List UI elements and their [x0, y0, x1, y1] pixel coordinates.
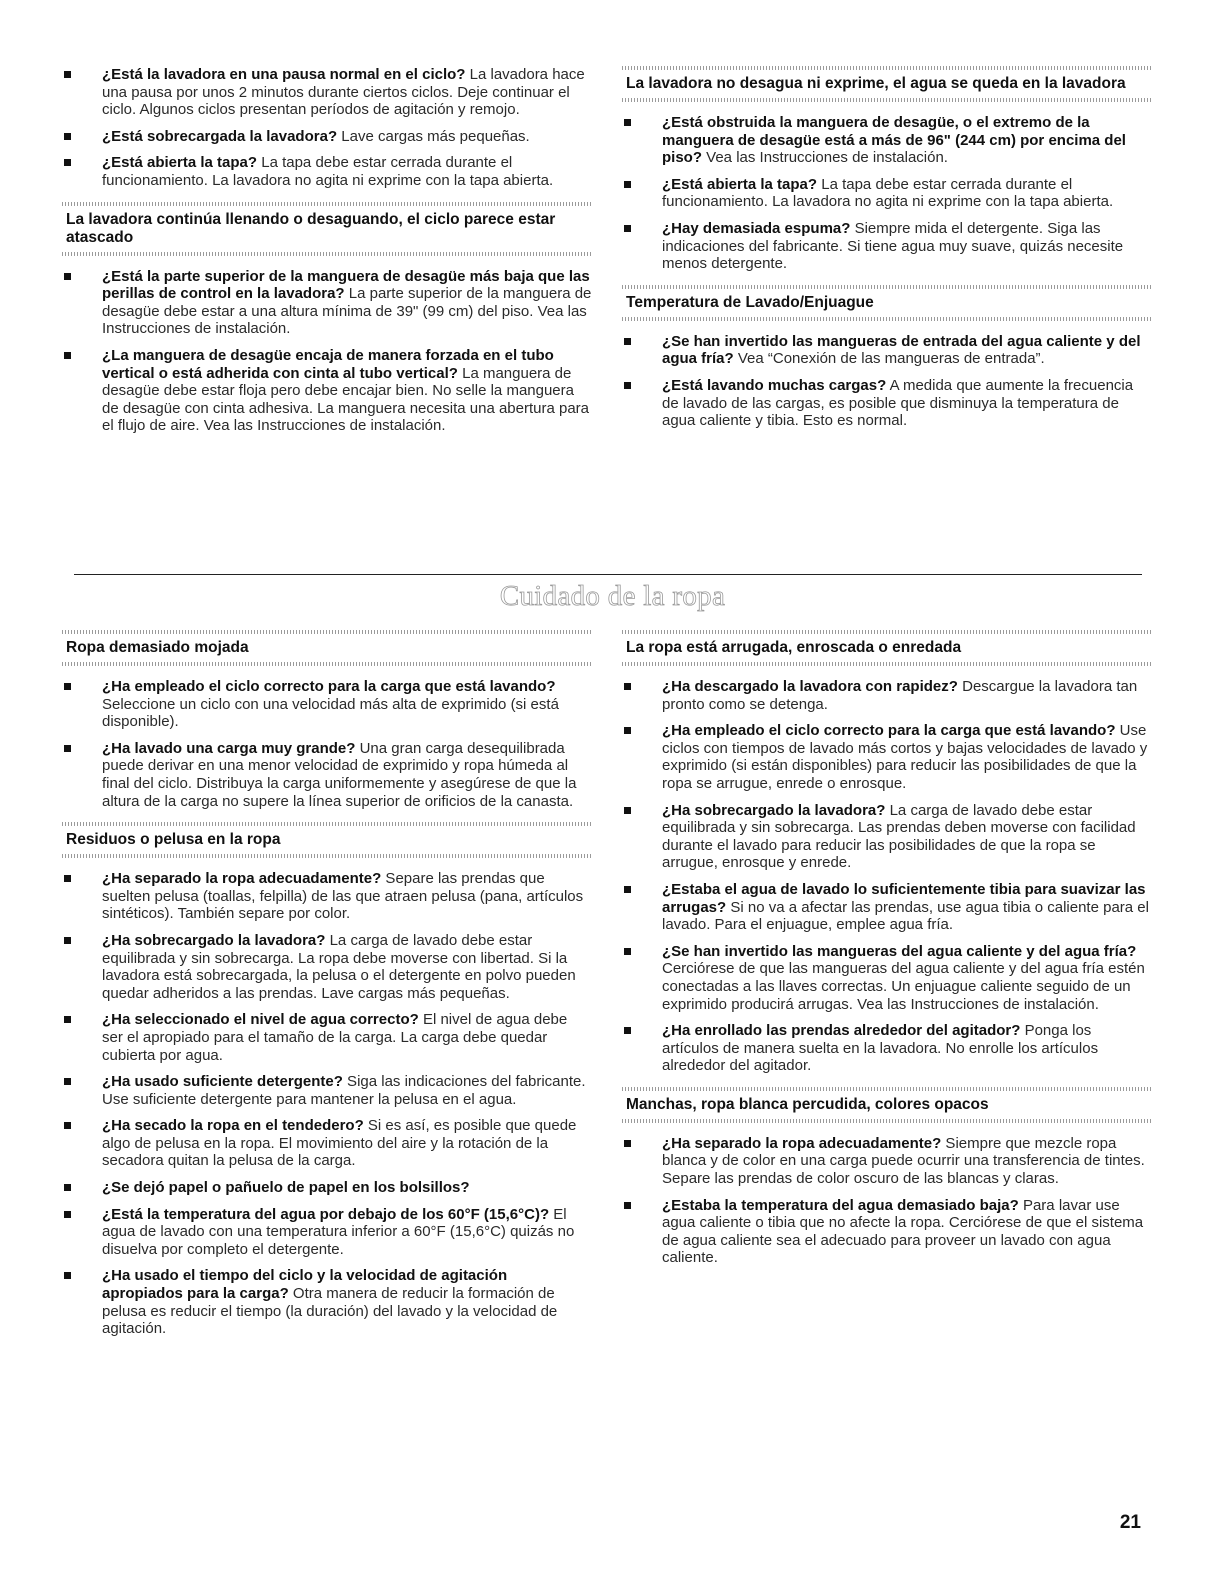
bottom-right-column — [622, 630, 1152, 1279]
answer: Vea las Instrucciones de instalación. — [702, 149, 948, 167]
top-right-column — [622, 66, 1152, 442]
section-header — [622, 66, 1152, 102]
question: ¿Está la temperatura del agua por debajo de los 60°F (15,6°C)? — [102, 1205, 550, 1223]
question: ¿Está abierta la tapa? — [102, 154, 258, 172]
answer: Separe las prendas que suelten pelusa (toallas, felpilla) de las que atraen pelusa (pana, artículos sintéticos). También separe por color. — [102, 870, 584, 923]
section-heading: Manchas, ropa blanca percudida, colores opacos — [626, 1095, 989, 1113]
answer: El nivel de agua debe ser el apropiado para el tamaño de la carga. La carga debe quedar cubierta por agua. — [102, 1011, 568, 1064]
answer: La carga de lavado debe estar equilibrada y sin sobrecarga. Las prendas deben moverse con facilidad durante el lavado para reducir las posibilidades de que la ropa se arrugue, enrosque y enrede. — [662, 801, 1136, 872]
answer: Lave cargas más pequeñas. — [337, 127, 530, 145]
question: ¿Ha usado el tiempo del ciclo y la velocidad de agitación apropiados para la carga? — [102, 1267, 508, 1303]
list-item — [62, 1073, 592, 1108]
question: ¿Ha lavado una carga muy grande? — [102, 739, 356, 757]
list-item — [622, 176, 1152, 211]
question: ¿Ha descargado la lavadora con rapidez? — [662, 678, 958, 695]
bottom-left-column — [62, 630, 592, 1350]
list-item — [622, 1022, 1152, 1075]
question: ¿Ha separado la ropa adecuadamente? — [102, 870, 382, 888]
answer: La parte superior de la manguera de desagüe debe estar a una altura mínima de 39" (99 cm) del piso. Vea las Instrucciones de instalación. — [102, 285, 592, 338]
question: ¿Está la lavadora en una pausa normal en el ciclo? — [102, 66, 466, 83]
question: ¿Está abierta la tapa? — [662, 175, 818, 193]
section-heading: Residuos o pelusa en la ropa — [66, 831, 281, 849]
top-left-column — [62, 66, 592, 447]
question: ¿Ha separado la ropa adecuadamente? — [662, 1134, 942, 1152]
question: ¿Está lavando muchas cargas? — [662, 376, 887, 394]
section-header — [622, 630, 1152, 666]
answer: La tapa debe estar cerrada durante el funcionamiento. La lavadora no agita ni exprime con la tapa abierta. — [102, 154, 554, 189]
list-item — [622, 722, 1152, 792]
section-header — [622, 1087, 1152, 1123]
section-list — [62, 268, 592, 435]
section-heading: La lavadora no desagua ni exprime, el agua se queda en la lavadora — [626, 75, 1126, 92]
hatch-divider — [62, 662, 592, 666]
question: ¿Ha sobrecargado la lavadora? — [662, 801, 886, 819]
question: ¿Ha seleccionado el nivel de agua correcto? — [102, 1011, 419, 1029]
list-item — [62, 1267, 592, 1337]
list-item — [62, 870, 592, 923]
list-item — [62, 1179, 592, 1197]
list-item — [62, 66, 592, 119]
answer: El agua de lavado con una temperatura inferior a 60°F (15,6°C) quizás no disuelva por completo el detergente. — [102, 1205, 575, 1258]
answer: Descargue la lavadora tan pronto como se detenga. — [662, 678, 1138, 713]
section-heading: La ropa está arrugada, enroscada o enredada — [626, 639, 962, 656]
section-header — [622, 285, 1152, 321]
answer: Siempre mida el detergente. Siga las indicaciones del fabricante. Si tiene agua muy suave, quizás necesite menos detergente. — [662, 219, 1124, 273]
section-list — [622, 333, 1152, 430]
section-list — [62, 678, 592, 810]
answer: Si es así, es posible que quede algo de pelusa en la ropa. El movimiento del aire y la rotación de la secadora quitan la pelusa de la carga. — [102, 1117, 577, 1170]
question: ¿Ha enrollado las prendas alrededor del agitador? — [662, 1022, 1021, 1040]
section-heading: Temperatura de Lavado/Enjuague — [626, 293, 874, 311]
list-item — [62, 678, 592, 731]
list-item — [622, 881, 1152, 934]
question: ¿Está obstruida la manguera de desagüe, o el extremo de la manguera de desagüe está a más de 96" (244 cm) por encima del piso? — [662, 114, 1126, 167]
question: ¿La manguera de desagüe encaja de manera forzada en el tubo vertical o está adherida con cinta al tubo vertical? — [102, 346, 554, 382]
answer: Ponga los artículos de manera suelta en la lavadora. No enrolle los artículos alrededor del agitador. — [662, 1022, 1099, 1075]
list-item — [622, 1197, 1152, 1267]
list-item — [622, 377, 1152, 430]
page-number: 21 — [1119, 1512, 1141, 1533]
question: ¿Ha usado suficiente detergente? — [102, 1073, 343, 1091]
answer: Vea “Conexión de las mangueras de entrada”. — [733, 350, 1045, 368]
list-item — [622, 678, 1152, 713]
section-heading: La lavadora continúa llenando o desaguando, el ciclo parece estar atascado — [66, 210, 556, 246]
section-list — [62, 870, 592, 1338]
answer: La tapa debe estar cerrada durante el funcionamiento. La lavadora no agita ni exprime con la tapa abierta. — [662, 175, 1114, 211]
list-item — [62, 1206, 592, 1259]
question: ¿Ha empleado el ciclo correcto para la carga que está lavando? — [102, 678, 556, 695]
hatch-divider — [622, 98, 1152, 102]
list-item — [62, 268, 592, 338]
hatch-divider — [622, 662, 1152, 666]
question: ¿Ha empleado el ciclo correcto para la carga que está lavando? — [662, 722, 1116, 740]
answer: La lavadora hace una pausa por unos 2 minutos durante ciertos ciclos. Deje continuar el ciclo. Algunos ciclos presentan períodos de agitación y remojo. — [102, 66, 585, 119]
section-list — [622, 114, 1152, 273]
section-list — [622, 1135, 1152, 1267]
answer: Si no va a afectar las prendas, use agua tibia o caliente para el lavado. Para el enjuague, emplee agua fría. — [662, 898, 1149, 934]
question: ¿Estaba el agua de lavado lo suficientemente tibia para suavizar las arrugas? — [662, 880, 1146, 916]
question: ¿Está sobrecargada la lavadora? — [102, 127, 338, 145]
question: ¿Ha secado la ropa en el tendedero? — [102, 1117, 364, 1135]
hatch-divider — [62, 252, 592, 256]
page-section-title: Cuidado de la ropa — [499, 580, 726, 612]
list-item — [62, 1117, 592, 1170]
answer: La carga de lavado debe estar equilibrada y sin sobrecarga. La ropa debe moverse con libertad. Si la lavadora está sobrecargada, la pelusa o el detergente en polvo pueden quedar adheridos a las prendas. Lave cargas más pequeñas. — [102, 931, 576, 1002]
section-heading: Ropa demasiado mojada — [66, 639, 249, 656]
answer: Una gran carga desequilibrada puede derivar en una menor velocidad de exprimido y ropa húmeda al final del ciclo. Distribuya la carga uniformemente y asegúrese de que la altura de la carga no supere la línea superior de orificios de la canasta. — [102, 739, 577, 810]
list-item — [622, 802, 1152, 872]
question: ¿Estaba la temperatura del agua demasiado baja? — [662, 1196, 1019, 1214]
list-item — [622, 333, 1152, 368]
section-header — [62, 822, 592, 858]
list-item — [622, 943, 1152, 1013]
answer: Cerciórese de que las mangueras del agua caliente y del agua fría estén conectadas a las llaves correctas. Un enjuague caliente seguido de un exprimido producirá arrugas. Vea las Instrucciones de instalación. — [662, 960, 1145, 1013]
question: ¿Está la parte superior de la manguera de desagüe más baja que las perillas de control en la lavadora? — [102, 267, 590, 303]
question: ¿Se han invertido las mangueras de entrada del agua caliente y del agua fría? — [662, 332, 1141, 368]
list-item — [622, 220, 1152, 273]
question: ¿Hay demasiada espuma? — [662, 219, 851, 237]
section-header — [62, 202, 592, 256]
list-item — [62, 1011, 592, 1064]
section-header — [62, 630, 592, 666]
list-item — [62, 154, 592, 189]
list-item — [62, 740, 592, 810]
question: ¿Se dejó papel o pañuelo de papel en los bolsillos? — [102, 1179, 470, 1197]
answer: Siempre que mezcle ropa blanca y de color en una carga puede ocurrir una transferencia de tintes. Separe las prendas de color oscuro de las blancas y claras. — [662, 1134, 1145, 1188]
hatch-divider — [62, 854, 592, 858]
horizontal-rule — [74, 574, 1142, 575]
answer: Siga las indicaciones del fabricante. Use suficiente detergente para mantener la pelusa en el agua. — [102, 1073, 586, 1108]
list-item — [62, 128, 592, 146]
hatch-divider — [622, 1119, 1152, 1123]
list-item — [622, 114, 1152, 167]
section-list — [622, 678, 1152, 1075]
list-item — [622, 1135, 1152, 1188]
list-item — [62, 347, 592, 435]
answer: Para lavar use agua caliente o tibia que no afecte la ropa. Cerciórese de que el sistema de agua caliente sea el adecuado para proveer un lavado con agua caliente. — [662, 1196, 1144, 1267]
answer: A medida que aumente la frecuencia de lavado de las cargas, es posible que disminuya la temperatura de agua caliente y tibia. Esto es normal. — [662, 376, 1134, 430]
answer: Use ciclos con tiempos de lavado más cortos y bajas velocidades de lavado y exprimido (si están disponibles) para reducir las posibilidades de que la ropa se arrugue, enrede o enrosque. — [662, 722, 1148, 792]
answer: La manguera de desagüe debe estar floja pero debe encajar bien. No selle la manguera de desagüe con cinta adhesiva. La manguera necesita una abertura para el flujo de aire. Vea las Instrucciones de instalación. — [102, 364, 590, 435]
question: ¿Se han invertido las mangueras del agua caliente y del agua fría? — [662, 942, 1137, 960]
intro-list — [62, 66, 592, 190]
list-item — [62, 932, 592, 1002]
answer: Seleccione un ciclo con una velocidad más alta de exprimido (si está disponible). — [102, 695, 559, 731]
hatch-divider — [622, 317, 1152, 321]
question: ¿Ha sobrecargado la lavadora? — [102, 931, 326, 949]
answer: Otra manera de reducir la formación de pelusa es reducir el tiempo (la duración) del lavado y la velocidad de agitación. — [102, 1285, 558, 1338]
